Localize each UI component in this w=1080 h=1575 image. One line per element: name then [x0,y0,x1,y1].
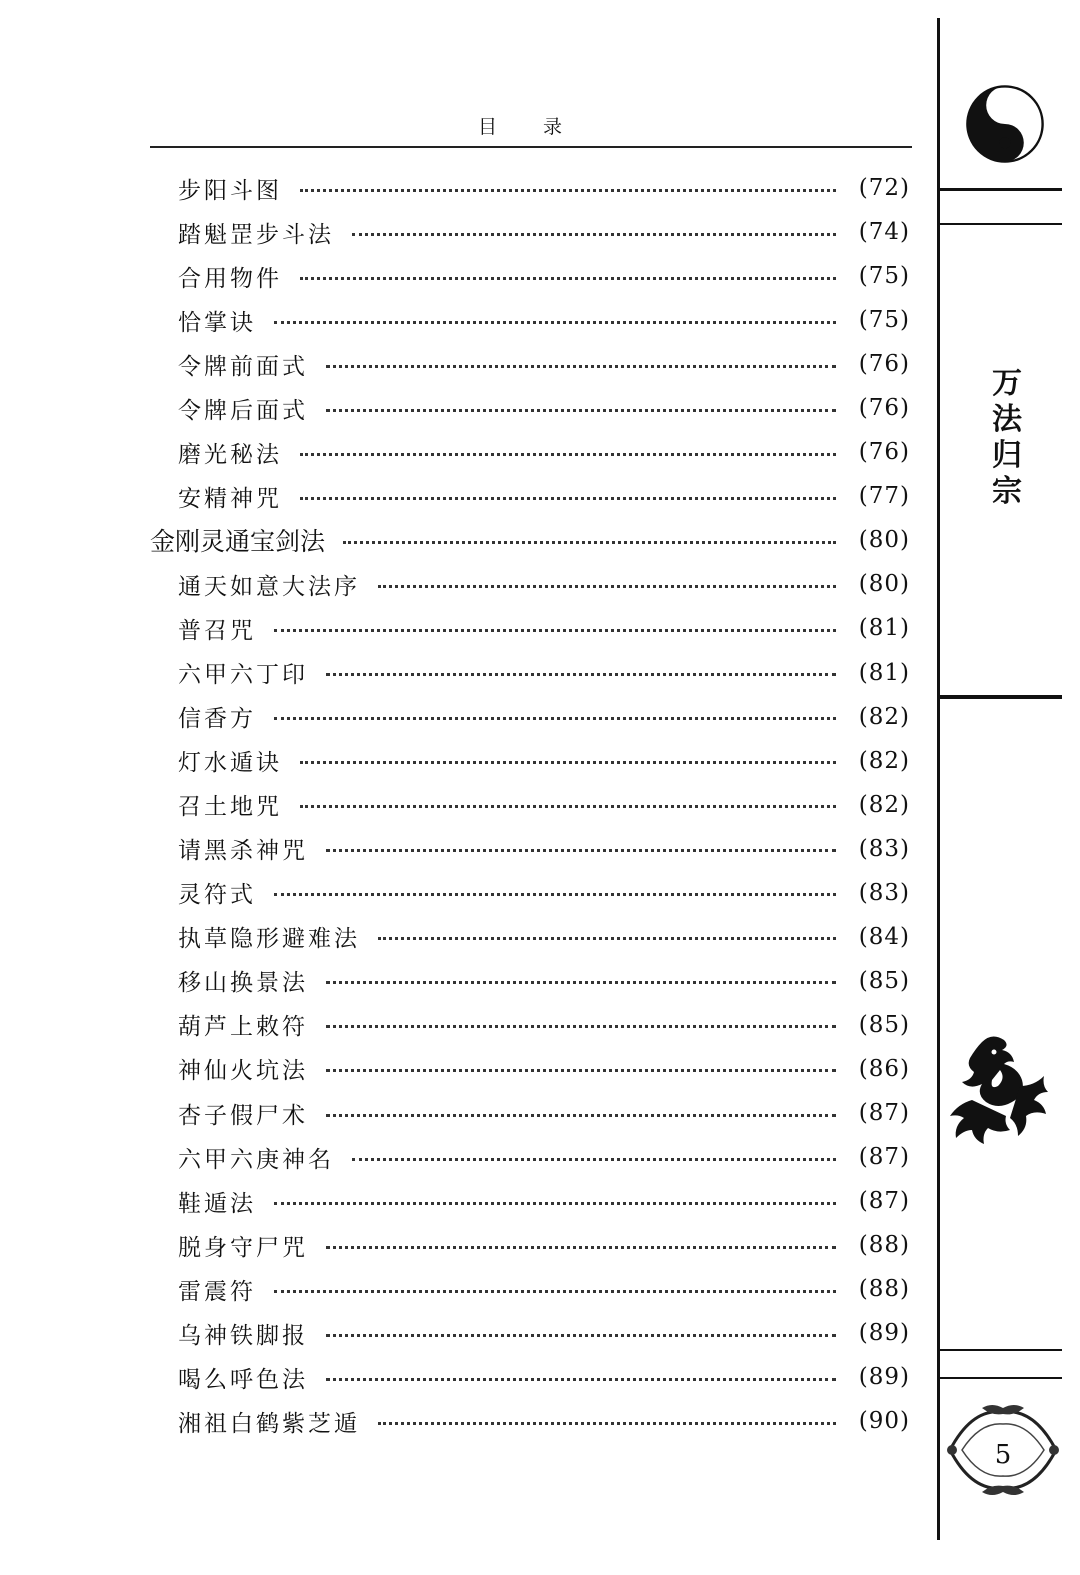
toc-entry-page: (87) [858,1144,910,1171]
toc-entry-title: 磨光秘法 [178,441,282,468]
page-number: 5 [994,1440,1012,1470]
toc-entry [150,1267,910,1311]
side-title-char: 归 [992,438,1022,473]
dot-leader [326,409,836,412]
toc-entry-title: 召土地咒 [178,794,282,821]
side-book-title [987,366,1027,510]
toc-entry-page: (74) [858,219,910,246]
dot-leader [274,629,836,632]
toc-entry-title: 灯水遁诀 [178,750,282,777]
toc-entry [150,518,910,562]
toc-entry-title: 金刚灵通宝剑法 [150,527,326,557]
page-title: 目 录 [477,116,583,138]
toc-entry-page: (85) [858,1011,910,1038]
dot-leader [326,1114,836,1117]
dot-leader [326,981,836,984]
dot-leader [300,497,836,500]
toc-entry-title: 令牌后面式 [178,397,308,424]
toc-entry-title: 乌神铁脚报 [178,1322,308,1349]
toc-entry-page: (82) [858,791,910,818]
toc-entry [150,210,910,254]
toc-entry-title: 杏子假尸术 [178,1102,308,1129]
toc-entry-page: (75) [858,263,910,290]
toc-entry-page: (76) [858,351,910,378]
dot-leader [326,1378,836,1381]
toc-entry [150,1047,910,1091]
dot-leader [378,1422,836,1425]
toc-entry-title: 信香方 [178,706,256,733]
toc-entry-page: (84) [858,923,910,950]
toc-entry [150,1003,910,1047]
toc-entry-title: 葫芦上敕符 [178,1014,308,1041]
toc-entry-title: 踏魁罡步斗法 [178,221,334,248]
toc-entry-title: 神仙火坑法 [178,1058,308,1085]
dot-leader [300,805,836,808]
toc-entry-page: (75) [858,307,910,334]
toc-entry-title: 步阳斗图 [178,177,282,204]
yin-yang-icon [965,84,1045,164]
side-title-char: 法 [992,402,1022,437]
toc-entry-title: 六甲六丁印 [178,662,308,689]
toc-entry-page: (81) [858,615,910,642]
toc-entry-title: 六甲六庚神名 [178,1146,334,1173]
dot-leader [300,453,836,456]
toc-entry-page: (83) [858,835,910,862]
toc-entry-title: 普召咒 [178,617,256,644]
toc-entry-page: (81) [858,659,910,686]
toc-entry [150,430,910,474]
toc-entry-page: (85) [858,967,910,994]
toc-entry-page: (80) [858,527,910,554]
toc-entry [150,739,910,783]
toc-entry-page: (87) [858,1188,910,1215]
toc-entry-title: 通天如意大法序 [178,573,360,600]
toc-entry-title: 脱身守尸咒 [178,1234,308,1261]
toc-entry-title: 合用物件 [178,265,282,292]
toc-entry [150,386,910,430]
side-title-char: 万 [992,366,1022,401]
toc-entry [150,606,910,650]
toc-entry [150,474,910,518]
dot-leader [378,937,836,940]
dot-leader [352,233,836,236]
side-rule [940,1349,1062,1351]
toc-entry-page: (89) [858,1320,910,1347]
toc-entry [150,1311,910,1355]
table-of-contents [150,166,910,1443]
dot-leader [343,541,836,544]
toc-entry [150,827,910,871]
dot-leader [326,1025,836,1028]
toc-entry-title: 灵符式 [178,882,256,909]
dot-leader [326,1246,836,1249]
toc-entry-title: 请黑杀神咒 [178,838,308,865]
toc-entry-page: (90) [858,1408,910,1435]
toc-entry [150,959,910,1003]
toc-entry-page: (76) [858,439,910,466]
toc-entry [150,651,910,695]
dot-leader [274,893,836,896]
toc-entry-title: 湘祖白鹤紫芝遁 [178,1410,360,1437]
dot-leader [326,673,836,676]
dot-leader [326,849,836,852]
toc-entry [150,1223,910,1267]
toc-entry-page: (82) [858,703,910,730]
toc-entry [150,562,910,606]
toc-entry [150,783,910,827]
toc-entry [150,871,910,915]
toc-entry-title: 移山换景法 [178,970,308,997]
dot-leader [352,1158,836,1161]
toc-entry [150,1355,910,1399]
toc-entry [150,1399,910,1443]
dot-leader [326,365,836,368]
dragon-icon [942,1030,1060,1154]
toc-entry [150,342,910,386]
dot-leader [274,1290,836,1293]
toc-entry-page: (80) [858,571,910,598]
side-rule [940,188,1062,191]
dot-leader [300,189,836,192]
side-rule [940,223,1062,225]
toc-entry-page: (76) [858,395,910,422]
side-rule [940,695,1062,699]
dot-leader [300,761,836,764]
toc-entry-page: (82) [858,747,910,774]
toc-entry-page: (77) [858,483,910,510]
toc-entry [150,254,910,298]
dot-leader [274,717,836,720]
toc-entry-page: (89) [858,1364,910,1391]
toc-entry-page: (87) [858,1100,910,1126]
toc-entry [150,166,910,210]
dot-leader [274,321,836,324]
toc-entry [150,1091,910,1135]
dot-leader [326,1334,836,1337]
dot-leader [378,585,836,588]
dot-leader [274,1202,836,1205]
toc-entry-title: 雷震符 [178,1278,256,1305]
toc-entry [150,298,910,342]
toc-entry [150,1135,910,1179]
side-rule [940,1377,1062,1379]
toc-entry-page: (88) [858,1232,910,1259]
toc-entry-title: 喝么呼色法 [178,1366,308,1393]
side-title-char: 宗 [992,474,1022,509]
toc-entry [150,695,910,739]
header-rule [150,146,912,148]
vertical-divider [937,18,940,1540]
toc-entry-title: 安精神咒 [178,485,282,512]
toc-entry-page: (72) [858,175,910,202]
toc-entry-title: 执草隐形避难法 [178,926,360,953]
dot-leader [300,277,836,280]
toc-entry-page: (86) [858,1055,910,1082]
dot-leader [326,1069,836,1072]
toc-entry [150,1179,910,1223]
toc-entry-page: (88) [858,1276,910,1303]
toc-entry-title: 鞋遁法 [178,1190,256,1217]
toc-entry-title: 令牌前面式 [178,353,308,380]
toc-entry-page: (83) [858,879,910,906]
toc-entry-title: 恰掌诀 [178,309,256,336]
toc-entry [150,915,910,959]
